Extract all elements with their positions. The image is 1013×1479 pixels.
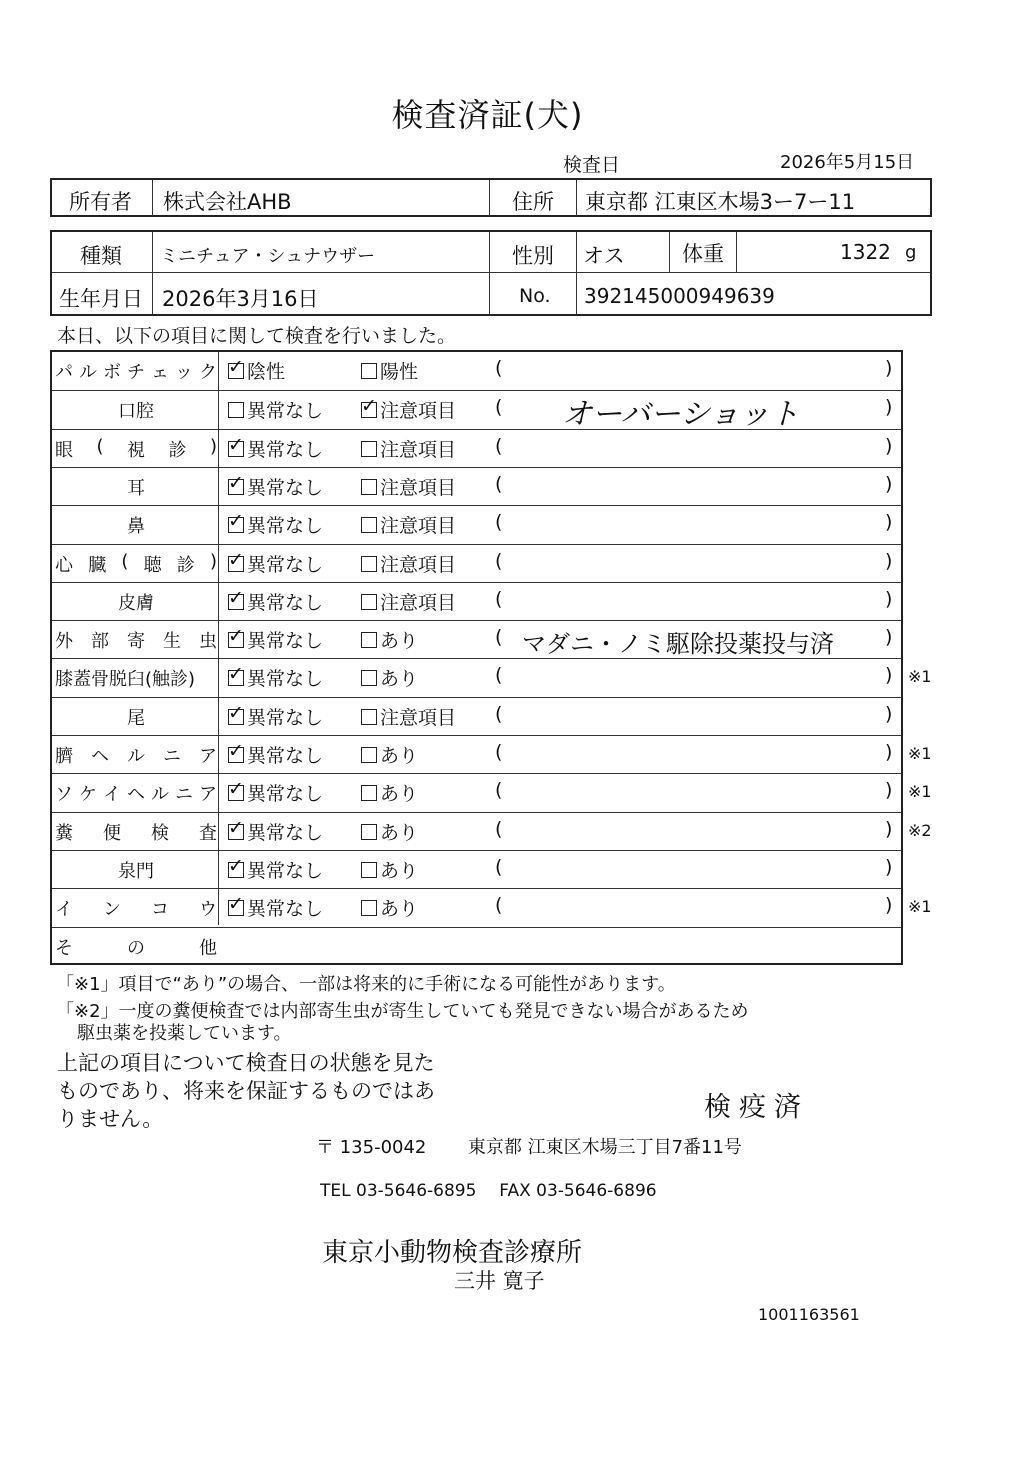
- paren-open: (: [495, 817, 503, 840]
- checkbox-icon: [361, 862, 377, 878]
- footnote-mark: ※1: [908, 744, 932, 763]
- check-item-label: 鼻: [127, 516, 145, 538]
- clinic-address: [316, 1133, 742, 1159]
- sex-value: オス: [583, 244, 625, 268]
- clinic-name: 東京小動物検査診療所: [322, 1238, 583, 1268]
- option-1: [228, 779, 323, 806]
- option-1-label: 異常なし: [247, 859, 324, 882]
- option-1-label: 異常なし: [247, 745, 324, 767]
- option-1-label: 異常なし: [247, 438, 324, 461]
- footnote-2: 「※2」一度の糞便検査では内部寄生虫が寄生していても発見できない場合があるため: [56, 1001, 749, 1022]
- checkbox-icon: [228, 479, 244, 495]
- check-row: [52, 850, 901, 888]
- paren-open: (: [495, 779, 503, 802]
- option-1-label: 異常なし: [247, 515, 324, 538]
- option-1-label: 異常なし: [247, 706, 324, 729]
- checkbox-icon: [228, 556, 244, 572]
- check-item-label: パ ル ボ チ ェ ッ ク: [55, 362, 217, 383]
- checkbox-icon: [361, 402, 377, 418]
- paren-close: ): [885, 434, 893, 457]
- option-2-label: あり: [380, 821, 419, 844]
- check-item-label: 口腔: [118, 401, 154, 423]
- check-item-label: 外 部 寄 生 虫: [55, 631, 217, 653]
- check-row: [52, 658, 932, 696]
- option-2: [361, 588, 456, 615]
- check-item-label: 皮膚: [118, 592, 154, 614]
- paren-open: (: [495, 664, 503, 687]
- option-2-label: 陽性: [380, 361, 419, 383]
- checkbox-icon: [228, 441, 244, 457]
- check-table: [50, 350, 932, 965]
- option-1: [228, 473, 323, 500]
- other-label: そ の 他: [55, 937, 217, 959]
- disclaimer: 上記の項目について検査日の状態を見たものであり、将来を保証するものではありません。: [57, 1051, 435, 1131]
- option-2: [361, 741, 418, 768]
- paren-close: ): [885, 626, 893, 649]
- checkbox-icon: [228, 594, 244, 610]
- check-note: マダニ・ノミ駆除投薬投与済: [522, 630, 834, 659]
- option-2-label: あり: [380, 668, 419, 691]
- option-1: [228, 818, 323, 845]
- option-1: [228, 856, 323, 883]
- checkbox-icon: [361, 594, 377, 610]
- option-1-label: 異常なし: [247, 630, 324, 653]
- check-item-label: 膝蓋骨脱臼(触診): [55, 669, 196, 691]
- weight-value: 1322: [840, 240, 891, 264]
- checkbox-icon: [228, 709, 244, 725]
- option-1-label: 異常なし: [247, 553, 324, 576]
- paren-close: ): [885, 894, 893, 917]
- checkbox-icon: [361, 479, 377, 495]
- clinic-tel: TEL 03-5646-6895: [320, 1181, 477, 1201]
- checkbox-icon: [361, 824, 377, 840]
- check-row: [52, 620, 901, 658]
- clinic-fax: FAX 03-5646-6896: [499, 1181, 657, 1201]
- option-2: [361, 396, 456, 423]
- paren-close: ): [885, 741, 893, 763]
- option-2-label: 注意項目: [380, 591, 457, 614]
- checkbox-icon: [361, 785, 377, 801]
- checkbox-icon: [361, 747, 377, 763]
- checkbox-icon: [361, 670, 377, 686]
- checkbox-icon: [228, 747, 244, 763]
- checkbox-icon: [361, 556, 377, 572]
- animal-table: [50, 230, 932, 316]
- option-1: [228, 664, 323, 691]
- checkbox-icon: [361, 441, 377, 457]
- option-1: [228, 396, 323, 423]
- dob-value: 2026年3月16日: [162, 287, 319, 311]
- paren-close: ): [885, 549, 893, 572]
- checkbox-icon: [228, 632, 244, 648]
- option-2-label: 注意項目: [380, 515, 457, 538]
- clinic-street: 東京都 江東区木場三丁目7番11号: [467, 1137, 742, 1158]
- paren-close: ): [885, 396, 893, 419]
- option-1-label: 異常なし: [247, 898, 324, 921]
- paren-open: (: [495, 549, 503, 572]
- checkbox-icon: [228, 363, 244, 379]
- footnote-mark: ※1: [908, 667, 932, 687]
- check-item-label: 糞 便 検 査: [55, 822, 217, 844]
- paren-close: ): [885, 472, 893, 495]
- option-1: [228, 511, 323, 538]
- number-label: No.: [519, 285, 551, 307]
- paren-open: (: [495, 357, 503, 379]
- option-1: [228, 894, 323, 921]
- postal-code: 〒 135-0042: [316, 1137, 427, 1158]
- check-row: [52, 390, 901, 433]
- option-2-label: あり: [380, 630, 419, 653]
- paren-open: (: [495, 855, 503, 878]
- checkbox-icon: [228, 517, 244, 533]
- option-1-label: 異常なし: [247, 591, 324, 614]
- paren-open: (: [495, 626, 503, 649]
- option-1: [228, 435, 323, 462]
- checkbox-icon: [228, 785, 244, 801]
- checkbox-icon: [228, 862, 244, 878]
- option-2: [361, 511, 456, 538]
- check-row: [52, 812, 932, 850]
- option-1: [228, 703, 323, 730]
- option-1-label: 異常なし: [247, 821, 324, 844]
- footnote-2-cont: 駆虫薬を投薬しています。: [77, 1023, 292, 1044]
- paren-close: ): [885, 511, 893, 534]
- paren-open: (: [495, 741, 503, 763]
- check-item-label: 尾: [127, 707, 145, 729]
- breed-label: 種類: [80, 244, 122, 268]
- dob-label: 生年月日: [59, 287, 143, 311]
- footnote-1: 「※1」項目で“あり”の場合、一部は将来的に手術になる可能性があります。: [56, 974, 676, 995]
- check-item-label: 泉門: [118, 860, 154, 882]
- checkbox-icon: [361, 517, 377, 533]
- option-2-label: あり: [380, 745, 419, 767]
- paren-close: ): [885, 817, 893, 840]
- check-row: [52, 773, 932, 811]
- document-number: 1001163561: [758, 1305, 860, 1324]
- owner-address: 東京都 江東区木場3ー7ー11: [585, 190, 856, 214]
- option-1-label: 異常なし: [247, 668, 324, 691]
- check-row: [52, 467, 901, 505]
- check-item-label: 臍 ヘ ル ニ ア: [55, 746, 217, 767]
- check-row: [52, 697, 901, 735]
- check-row-other: [52, 927, 901, 965]
- owner-name: 株式会社AHB: [163, 190, 292, 214]
- option-2-label: あり: [380, 783, 419, 806]
- checkbox-icon: [228, 402, 244, 418]
- paren-open: (: [495, 396, 503, 419]
- checkbox-icon: [361, 363, 377, 379]
- option-2-label: あり: [380, 859, 419, 882]
- option-1: [228, 588, 323, 615]
- number-value: 392145000949639: [584, 284, 775, 308]
- footnote-mark: ※2: [908, 820, 932, 840]
- check-item-label: ソ ケ イ ヘ ル ニ ア: [55, 784, 217, 806]
- checkbox-icon: [228, 824, 244, 840]
- check-row: [52, 544, 901, 582]
- paren-open: (: [495, 511, 503, 534]
- option-2: [361, 626, 418, 653]
- check-row: [52, 429, 901, 467]
- option-1: [228, 741, 323, 768]
- checkbox-icon: [228, 670, 244, 686]
- paren-open: (: [495, 434, 503, 457]
- check-row: [52, 735, 932, 773]
- breed-value: ミニチュア・シュナウザー: [160, 246, 376, 267]
- option-2-label: 注意項目: [380, 400, 457, 423]
- option-2: [361, 856, 418, 883]
- weight-label: 体重: [682, 242, 724, 266]
- paren-close: ): [885, 855, 893, 878]
- paren-open: (: [495, 702, 503, 725]
- paren-close: ): [885, 702, 893, 725]
- option-1-label: 異常なし: [247, 783, 324, 806]
- option-1-label: 異常なし: [247, 400, 324, 423]
- checkbox-icon: [228, 900, 244, 916]
- option-1: [228, 626, 323, 653]
- check-item-label: 心 臓 ( 聴 診 ): [55, 550, 217, 576]
- paren-close: ): [885, 587, 893, 610]
- check-item-label: 眼 ( 視 診 ): [55, 435, 217, 461]
- checkbox-icon: [361, 632, 377, 648]
- paren-open: (: [495, 587, 503, 610]
- paren-open: (: [495, 472, 503, 495]
- clinic-contact: [320, 1181, 657, 1201]
- checkbox-icon: [361, 900, 377, 916]
- check-row: [52, 888, 932, 926]
- quarantine-stamp: 検疫済: [704, 1092, 809, 1123]
- option-2: [361, 435, 456, 462]
- clinic-person: 三井 寛子: [454, 1269, 545, 1293]
- option-1: [228, 357, 285, 384]
- option-2: [361, 664, 418, 691]
- check-item-label: 耳: [127, 477, 145, 499]
- check-row: [52, 505, 901, 543]
- option-2: [361, 818, 418, 845]
- option-2: [361, 473, 456, 500]
- option-2-label: あり: [380, 898, 419, 921]
- option-1-label: 異常なし: [247, 476, 324, 499]
- paren-close: ): [885, 357, 893, 379]
- check-item-label: イ ン コ ウ: [55, 899, 217, 921]
- option-2: [361, 357, 418, 384]
- check-row: [52, 582, 901, 620]
- check-note: オーバーショット: [562, 397, 800, 433]
- owner-table: [50, 178, 932, 217]
- paren-close: ): [885, 779, 893, 802]
- option-1-label: 陰性: [247, 361, 286, 383]
- option-2-label: 注意項目: [380, 706, 457, 729]
- weight-unit: g: [905, 242, 917, 263]
- owner-label: 所有者: [69, 190, 132, 214]
- option-2-label: 注意項目: [380, 476, 457, 499]
- inspection-date: 2026年5月15日: [780, 152, 915, 173]
- intro-text: 本日、以下の項目に関して検査を行いました。: [57, 325, 457, 347]
- option-2-label: 注意項目: [380, 438, 457, 461]
- address-label: 住所: [512, 190, 554, 214]
- option-1: [228, 550, 323, 577]
- document-title: 検査済証(犬): [391, 96, 584, 134]
- footnote-mark: ※1: [908, 897, 932, 917]
- sex-label: 性別: [512, 244, 554, 268]
- check-row: [52, 352, 901, 390]
- paren-open: (: [495, 894, 503, 917]
- option-2: [361, 894, 418, 921]
- paren-close: ): [885, 664, 893, 687]
- footnote-mark: ※1: [908, 782, 932, 802]
- checkbox-icon: [361, 709, 377, 725]
- inspection-date-label: 検査日: [563, 154, 621, 176]
- option-2-label: 注意項目: [380, 553, 457, 576]
- option-2: [361, 550, 456, 577]
- option-2: [361, 703, 456, 730]
- option-2: [361, 779, 418, 806]
